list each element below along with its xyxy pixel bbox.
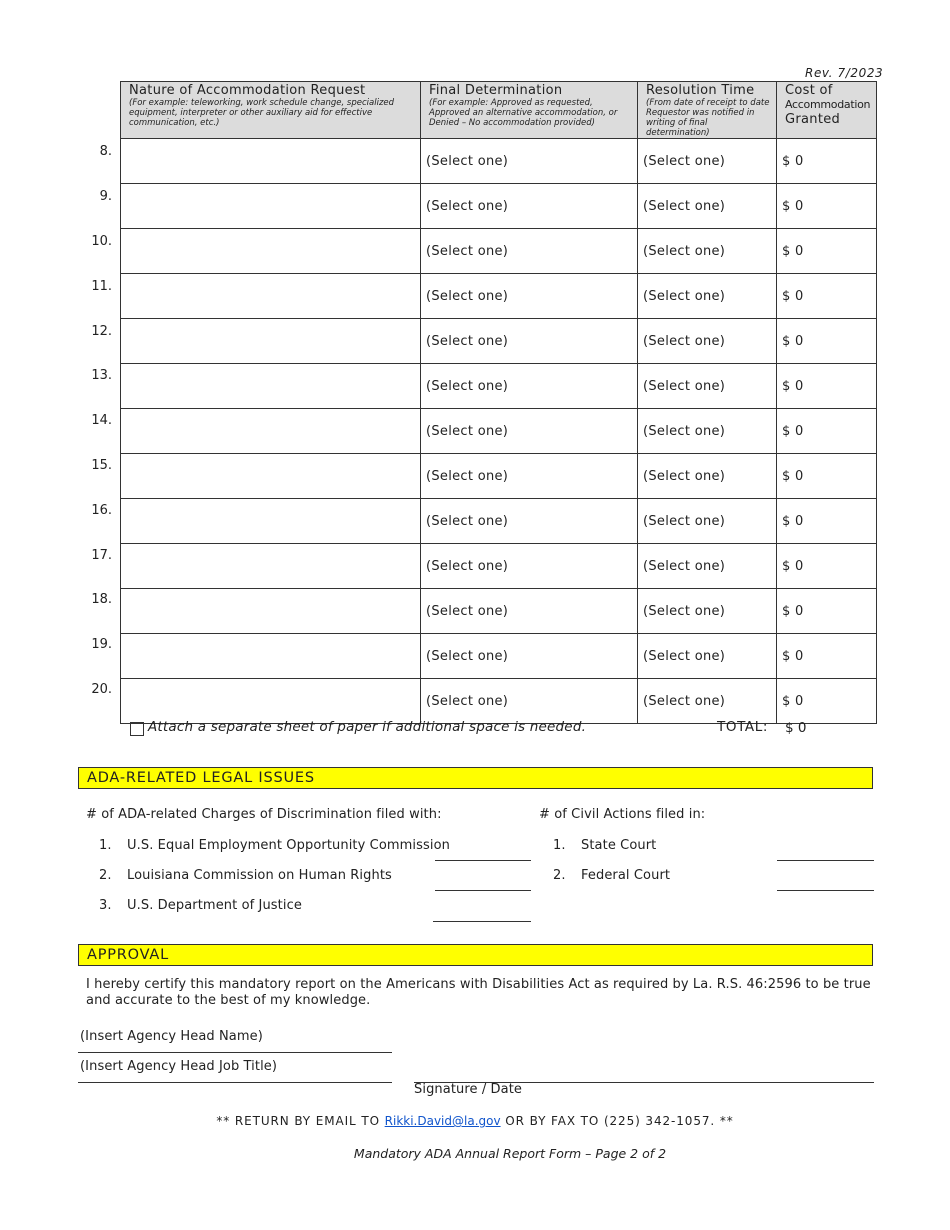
table-row [121, 319, 877, 364]
table-row [121, 544, 877, 589]
cost-field[interactable]: $ 0 [777, 139, 877, 184]
charge-eeoc-field[interactable] [435, 860, 531, 861]
legal-section-header: ADA-RELATED LEGAL ISSUES [78, 767, 873, 789]
determination-select[interactable]: (Select one) [421, 589, 638, 634]
resolution-select[interactable]: (Select one) [638, 634, 777, 679]
row-number: 19. [91, 637, 112, 653]
resolution-select[interactable]: (Select one) [638, 364, 777, 409]
civil-label-federal: Federal Court [581, 868, 671, 883]
determination-select[interactable]: (Select one) [421, 454, 638, 499]
charge-doj-field[interactable] [433, 921, 531, 922]
nature-cell[interactable] [121, 454, 421, 499]
determination-select[interactable]: (Select one) [421, 139, 638, 184]
cost-field[interactable]: $ 0 [777, 229, 877, 274]
nature-cell[interactable] [121, 274, 421, 319]
header-nature: Nature of Accommodation Request (For example: teleworking, work schedule change, specialized equipment, interpreter or other auxiliary aid for effective communication, etc.) [121, 82, 421, 139]
header-determination: Final Determination (For example: Approved as requested, Approved an alternative accommodation, or Denied – No accommodation provided) [421, 82, 638, 139]
attach-sheet-checkbox[interactable] [130, 722, 144, 736]
header-cost: Cost of Accommodation Granted [777, 82, 877, 139]
cost-field[interactable]: $ 0 [777, 589, 877, 634]
nature-cell[interactable] [121, 364, 421, 409]
table-row [121, 679, 877, 724]
row-number: 8. [99, 144, 112, 160]
determination-select[interactable]: (Select one) [421, 364, 638, 409]
row-number: 9. [99, 189, 112, 205]
resolution-select[interactable]: (Select one) [638, 499, 777, 544]
nature-cell[interactable] [121, 184, 421, 229]
row-number: 17. [91, 547, 112, 563]
resolution-select[interactable]: (Select one) [638, 589, 777, 634]
cost-field[interactable]: $ 0 [777, 274, 877, 319]
row-number: 20. [91, 682, 112, 697]
determination-select[interactable]: (Select one) [421, 409, 638, 454]
row-number: 12. [91, 323, 112, 339]
civil-label-state: State Court [581, 838, 657, 853]
agency-head-name[interactable]: (Insert Agency Head Name) [80, 1029, 263, 1044]
return-instructions: ** RETURN BY EMAIL TO Rikki.David@la.gov OR BY FAX TO (225) 342-1057. ** [216, 1114, 734, 1128]
resolution-select[interactable]: (Select one) [638, 139, 777, 184]
resolution-select[interactable]: (Select one) [638, 544, 777, 589]
nature-cell[interactable] [121, 589, 421, 634]
cost-field[interactable]: $ 0 [777, 409, 877, 454]
table-row [121, 589, 877, 634]
agency-head-title[interactable]: (Insert Agency Head Job Title) [80, 1059, 278, 1074]
cost-field[interactable]: $ 0 [777, 364, 877, 409]
row-number: 15. [91, 458, 112, 473]
table-row [121, 364, 877, 409]
total-label: TOTAL: [717, 719, 768, 735]
nature-cell[interactable] [121, 139, 421, 184]
table-row [121, 634, 877, 679]
determination-select[interactable]: (Select one) [421, 679, 638, 724]
row-number: 11. [91, 278, 112, 294]
charge-num: 1. [99, 838, 112, 853]
cost-field[interactable]: $ 0 [777, 544, 877, 589]
determination-select[interactable]: (Select one) [421, 184, 638, 229]
table-row [121, 454, 877, 499]
resolution-select[interactable]: (Select one) [638, 454, 777, 499]
determination-select[interactable]: (Select one) [421, 499, 638, 544]
email-link[interactable]: Rikki.David@la.gov [384, 1114, 501, 1128]
resolution-select[interactable]: (Select one) [638, 229, 777, 274]
cost-field[interactable]: $ 0 [777, 679, 877, 724]
nature-cell[interactable] [121, 409, 421, 454]
resolution-select[interactable]: (Select one) [638, 679, 777, 724]
approval-section-header: APPROVAL [78, 944, 873, 966]
form-page-title: Mandatory ADA Annual Report Form – Page 2 of 2 [353, 1146, 667, 1161]
charge-lchr-field[interactable] [435, 890, 531, 891]
charge-num: 3. [99, 898, 112, 913]
row-number: 10. [91, 234, 112, 249]
resolution-select[interactable]: (Select one) [638, 319, 777, 364]
table-row [121, 409, 877, 454]
nature-cell[interactable] [121, 634, 421, 679]
total-value: $ 0 [785, 720, 807, 736]
attach-note: Attach a separate sheet of paper if additional space is needed. [148, 719, 587, 735]
civil-actions-label: # of Civil Actions filed in: [539, 807, 706, 822]
table-row [121, 274, 877, 319]
cost-field[interactable]: $ 0 [777, 319, 877, 364]
accommodation-table [120, 81, 877, 724]
table-row [121, 139, 877, 184]
row-number: 16. [91, 502, 112, 518]
certification-text: I hereby certify this mandatory report on the Americans with Disabilities Act as required by La. R.S. 46:2596 to be true and accurate to the best of my knowledge. [86, 977, 871, 1008]
determination-select[interactable]: (Select one) [421, 319, 638, 364]
table-row [121, 184, 877, 229]
cost-field[interactable]: $ 0 [777, 454, 877, 499]
determination-select[interactable]: (Select one) [421, 634, 638, 679]
nature-cell[interactable] [121, 679, 421, 724]
row-number: 13. [91, 368, 112, 384]
revision-label: Rev. 7/2023 [805, 66, 884, 80]
table-header-row [121, 82, 877, 139]
table-row [121, 229, 877, 274]
resolution-select[interactable]: (Select one) [638, 409, 777, 454]
table-row [121, 499, 877, 544]
determination-select[interactable]: (Select one) [421, 229, 638, 274]
cost-field[interactable]: $ 0 [777, 499, 877, 544]
civil-federal-field[interactable] [777, 890, 874, 891]
signature-label: Signature / Date [414, 1082, 523, 1097]
determination-select[interactable]: (Select one) [421, 544, 638, 589]
cost-field[interactable]: $ 0 [777, 184, 877, 229]
nature-cell[interactable] [121, 544, 421, 589]
nature-cell[interactable] [121, 229, 421, 274]
head-name-line [78, 1052, 392, 1053]
header-resolution: Resolution Time (From date of receipt to date Requestor was notified in writing of final determination) [638, 82, 777, 139]
charge-label-eeoc: U.S. Equal Employment Opportunity Commission [127, 838, 450, 853]
cost-field[interactable]: $ 0 [777, 634, 877, 679]
resolution-select[interactable]: (Select one) [638, 274, 777, 319]
resolution-select[interactable]: (Select one) [638, 184, 777, 229]
charges-label: # of ADA-related Charges of Discrimination filed with: [86, 807, 442, 822]
civil-num: 2. [553, 868, 566, 883]
charge-label-doj: U.S. Department of Justice [127, 898, 302, 913]
nature-cell[interactable] [121, 499, 421, 544]
determination-select[interactable]: (Select one) [421, 274, 638, 319]
charge-label-lchr: Louisiana Commission on Human Rights [127, 868, 392, 883]
nature-cell[interactable] [121, 319, 421, 364]
charge-num: 2. [99, 868, 112, 883]
row-number: 14. [91, 413, 112, 429]
head-title-line [78, 1082, 392, 1083]
civil-num: 1. [553, 838, 566, 853]
civil-state-field[interactable] [777, 860, 874, 861]
row-number: 18. [91, 592, 112, 608]
